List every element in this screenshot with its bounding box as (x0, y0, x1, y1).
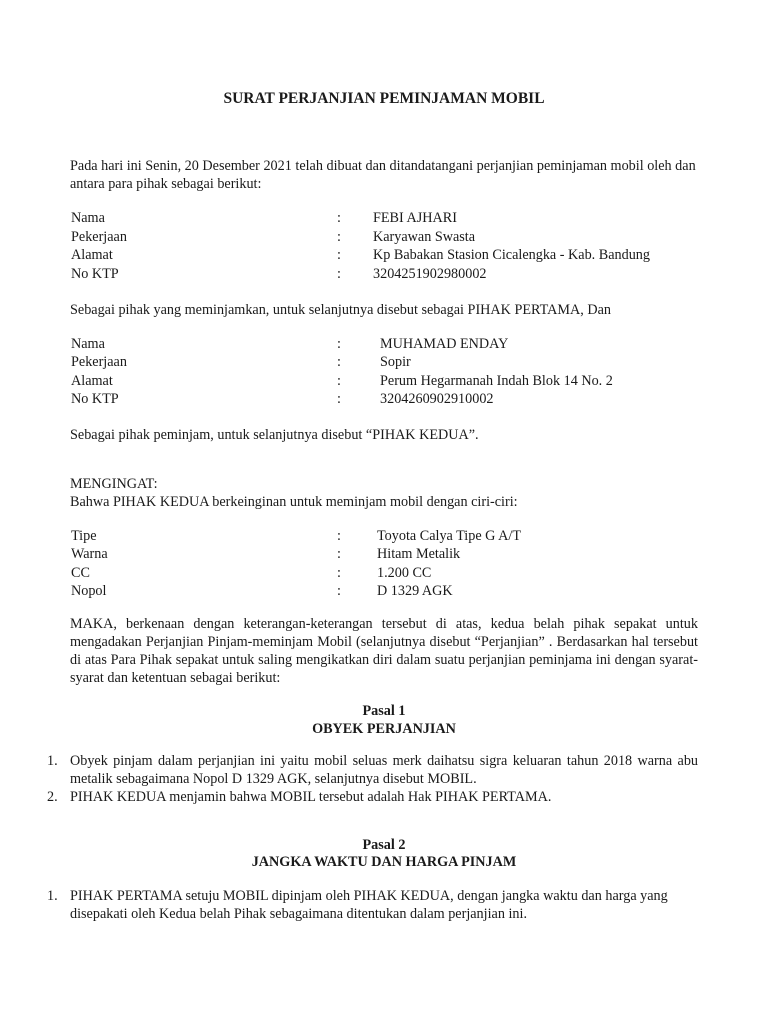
party2-row-pekerjaan (0, 353, 768, 371)
party2-row-nama (0, 335, 768, 353)
pasal2-number: Pasal 2 (362, 837, 406, 853)
intro-paragraph: Pada hari ini Senin, 20 Desember 2021 telah dibuat dan ditandatangani perjanjian peminjaman mobil oleh dan antara para pihak sebagai berikut: (70, 158, 696, 192)
field-colon: : (337, 247, 341, 263)
field-label: Alamat (71, 247, 113, 263)
party2-row-alamat (0, 372, 768, 390)
field-label: Nama (71, 210, 105, 226)
field-colon: : (337, 391, 341, 407)
list-number: 1. (47, 888, 58, 904)
field-value: Kp Babakan Stasion Cicalengka - Kab. Bandung (373, 247, 650, 263)
mengingat-heading: MENGINGAT: (70, 476, 158, 492)
field-value: 3204260902910002 (380, 391, 494, 407)
pasal2-heading: JANGKA WAKTU DAN HARGA PINJAM (251, 854, 517, 870)
field-colon: : (337, 546, 341, 562)
party2-role: Sebagai pihak peminjam, untuk selanjutnya disebut “PIHAK KEDUA”. (70, 427, 479, 443)
field-colon: : (337, 373, 341, 389)
field-colon: : (337, 583, 341, 599)
field-label: No KTP (71, 266, 119, 282)
party1-row-pekerjaan (0, 228, 768, 246)
field-colon: : (337, 336, 341, 352)
field-value: 1.200 CC (377, 565, 432, 581)
field-value: Sopir (380, 354, 411, 370)
pasal1-heading: OBYEK PERJANJIAN (312, 721, 456, 737)
list-number: 1. (47, 753, 58, 769)
field-value: Toyota Calya Tipe G A/T (377, 528, 522, 544)
field-value: MUHAMAD ENDAY (380, 336, 509, 352)
field-label: Pekerjaan (71, 354, 127, 370)
maka-paragraph: MAKA, berkenaan dengan keterangan-keterangan tersebut di atas, kedua belah pihak sepakat untuk mengadakan Perjanjian Pinjam-meminjam Mobil (selanjutnya disebut “Perjanjian” . Berdasarkan hal tersebut di atas Para Pihak sepakat untuk saling mengikatkan diri dalam suatu perjanjian peminjama ini dengan syarat-syarat dan ketentuan sebagai berikut: (70, 616, 698, 686)
field-colon: : (337, 354, 341, 370)
field-value: 3204251902980002 (373, 266, 487, 282)
field-value: Karyawan Swasta (373, 229, 476, 245)
list-text: Obyek pinjam dalam perjanjian ini yaitu mobil seluas merk daihatsu sigra keluaran tahun 2018 warna abu metalik sebagaimana Nopol D 1329 AGK, selanjutnya disebut MOBIL. (70, 753, 698, 787)
field-label: Warna (71, 546, 108, 562)
party1-row-ktp (0, 265, 768, 283)
field-value: D 1329 AGK (377, 583, 453, 599)
field-colon: : (337, 528, 341, 544)
field-label: Pekerjaan (71, 229, 127, 245)
vehicle-row-tipe (0, 527, 768, 545)
document-title: SURAT PERJANJIAN PEMINJAMAN MOBIL (223, 90, 545, 107)
list-text: PIHAK PERTAMA setuju MOBIL dipinjam oleh PIHAK KEDUA, dengan jangka waktu dan harga yang disepakati oleh Kedua belah Pihak sebagaimana ditentukan dalam perjanjian ini. (70, 888, 668, 922)
field-label: Nopol (71, 583, 107, 599)
list-text: PIHAK KEDUA menjamin bahwa MOBIL tersebut adalah Hak PIHAK PERTAMA. (70, 789, 552, 805)
field-colon: : (337, 229, 341, 245)
party1-row-alamat (0, 246, 768, 264)
field-label: Alamat (71, 373, 113, 389)
party1-row-nama (0, 209, 768, 227)
field-label: CC (71, 565, 90, 581)
field-colon: : (337, 266, 341, 282)
field-colon: : (337, 565, 341, 581)
mengingat-text: Bahwa PIHAK KEDUA berkeinginan untuk meminjam mobil dengan ciri-ciri: (70, 494, 518, 510)
vehicle-row-nopol (0, 582, 768, 600)
field-label: No KTP (71, 391, 119, 407)
field-value: FEBI AJHARI (373, 210, 457, 226)
party2-row-ktp (0, 390, 768, 408)
vehicle-row-cc (0, 564, 768, 582)
vehicle-row-warna (0, 545, 768, 563)
field-colon: : (337, 210, 341, 226)
pasal1-number: Pasal 1 (362, 703, 406, 719)
field-label: Tipe (71, 528, 97, 544)
field-value: Hitam Metalik (377, 546, 461, 562)
party1-role: Sebagai pihak yang meminjamkan, untuk selanjutnya disebut sebagai PIHAK PERTAMA, Dan (70, 302, 611, 318)
field-label: Nama (71, 336, 105, 352)
list-number: 2. (47, 789, 58, 805)
field-value: Perum Hegarmanah Indah Blok 14 No. 2 (380, 373, 613, 389)
